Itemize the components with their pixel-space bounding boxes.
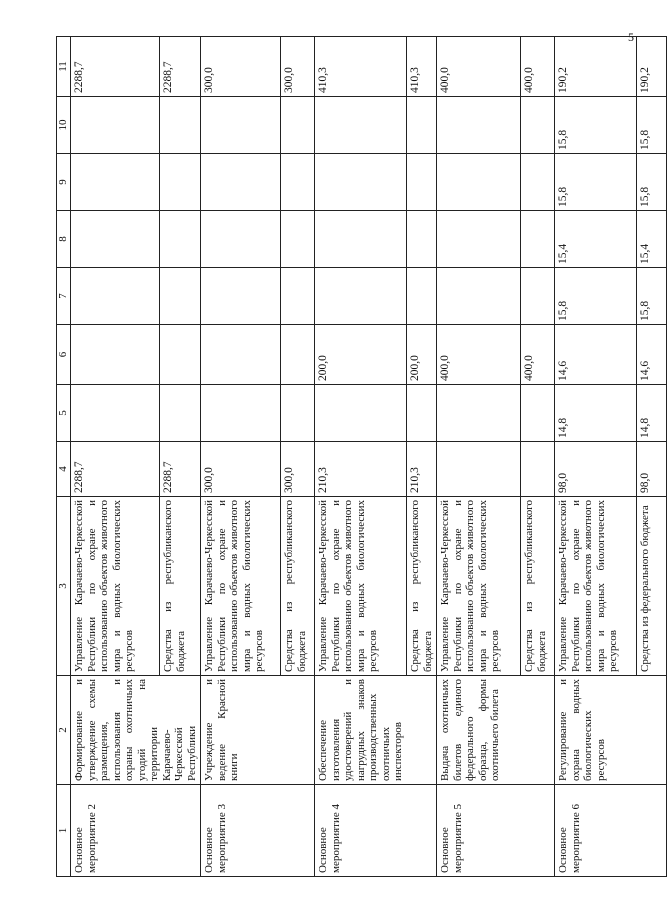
value-cell	[160, 385, 201, 442]
value-cell	[521, 211, 555, 268]
value-cell	[71, 154, 160, 211]
value-cell: 400,0	[437, 37, 521, 97]
value-cell: 15,4	[555, 211, 637, 268]
value-cell	[407, 154, 437, 211]
value-cell	[437, 154, 521, 211]
value-cell: 300,0	[201, 442, 281, 497]
value-cell	[315, 385, 407, 442]
value-cell	[201, 385, 281, 442]
value-cell: 14,6	[637, 325, 667, 385]
col-header: 7	[57, 268, 71, 325]
activity-cell: Выдача охотничьих билетов единого федерального образца, формы охотничьего билета	[437, 676, 555, 785]
col-header: 1	[57, 785, 71, 877]
funding-source-cell: Средства из республиканского бюджета	[407, 497, 437, 676]
value-cell	[201, 325, 281, 385]
value-cell	[521, 97, 555, 154]
executor-cell: Управление Карачаево-Черкесской Республики по охране и использованию объектов животного мира и водных биологических ресурсов	[71, 497, 160, 676]
col-header: 8	[57, 211, 71, 268]
value-cell	[521, 154, 555, 211]
value-cell	[71, 325, 160, 385]
value-cell: 14,8	[637, 385, 667, 442]
value-cell	[281, 211, 315, 268]
col-header: 3	[57, 497, 71, 676]
value-cell: 15,8	[555, 154, 637, 211]
col-header: 9	[57, 154, 71, 211]
value-cell	[160, 325, 201, 385]
funding-source-cell: Средства из федерального бюджета	[637, 497, 667, 676]
executor-cell: Управление Карачаево-Черкесской Республики по охране и использованию объектов животного мира и водных биологических ресурсов	[437, 497, 521, 676]
col-header: 10	[57, 97, 71, 154]
value-cell	[160, 97, 201, 154]
value-cell	[315, 268, 407, 325]
value-cell	[281, 97, 315, 154]
table-row	[315, 37, 407, 877]
value-cell	[201, 211, 281, 268]
value-cell	[160, 268, 201, 325]
value-cell: 15,8	[637, 154, 667, 211]
value-cell	[281, 154, 315, 211]
value-cell	[201, 268, 281, 325]
value-cell	[281, 268, 315, 325]
value-cell: 2288,7	[160, 37, 201, 97]
value-cell: 300,0	[201, 37, 281, 97]
value-cell	[71, 268, 160, 325]
table-body	[57, 37, 667, 877]
value-cell: 400,0	[521, 325, 555, 385]
value-cell	[437, 97, 521, 154]
executor-cell: Управление Карачаево-Черкесской Республики по охране и использованию объектов животного мира и водных биологических ресурсов	[201, 497, 281, 676]
value-cell: 14,8	[555, 385, 637, 442]
value-cell: 400,0	[437, 325, 521, 385]
col-header: 11	[57, 37, 71, 97]
value-cell: 300,0	[281, 442, 315, 497]
value-cell	[315, 97, 407, 154]
page-number: 5	[628, 30, 634, 44]
col-header: 6	[57, 325, 71, 385]
value-cell: 190,2	[637, 37, 667, 97]
value-cell	[201, 97, 281, 154]
value-cell: 98,0	[555, 442, 637, 497]
value-cell: 2288,7	[71, 37, 160, 97]
value-cell	[521, 268, 555, 325]
activity-cell: Обеспечение изготовления удостоверений и нагрудных знаков производственных охотничьих инспекторов	[315, 676, 437, 785]
header-row	[57, 37, 71, 877]
measure-cell: Основное мероприятие 3	[201, 785, 315, 877]
table-row	[555, 37, 637, 877]
value-cell: 210,3	[407, 442, 437, 497]
measure-cell: Основное мероприятие 6	[555, 785, 667, 877]
value-cell	[71, 385, 160, 442]
value-cell: 410,3	[315, 37, 407, 97]
table-row	[437, 37, 521, 877]
value-cell	[437, 385, 521, 442]
value-cell	[281, 325, 315, 385]
measure-cell: Основное мероприятие 2	[71, 785, 201, 877]
measure-cell: Основное мероприятие 5	[437, 785, 555, 877]
value-cell	[281, 385, 315, 442]
value-cell	[407, 211, 437, 268]
table-row	[71, 37, 160, 877]
value-cell: 400,0	[521, 37, 555, 97]
value-cell	[437, 268, 521, 325]
value-cell	[160, 154, 201, 211]
funding-source-cell: Средства из республиканского бюджета	[521, 497, 555, 676]
value-cell	[160, 211, 201, 268]
executor-cell: Управление Карачаево-Черкесской Республики по охране и использованию объектов животного мира и водных биологических ресурсов	[555, 497, 637, 676]
program-measures-table	[56, 36, 667, 877]
value-cell: 15,8	[637, 97, 667, 154]
value-cell: 15,8	[555, 97, 637, 154]
funding-source-cell: Средства из республиканского бюджета	[160, 497, 201, 676]
value-cell	[521, 385, 555, 442]
activity-cell: Учреждение и ведение Красной книги	[201, 676, 315, 785]
value-cell	[437, 442, 521, 497]
value-cell: 15,4	[637, 211, 667, 268]
value-cell	[71, 97, 160, 154]
value-cell: 2288,7	[160, 442, 201, 497]
value-cell: 190,2	[555, 37, 637, 97]
value-cell: 200,0	[315, 325, 407, 385]
value-cell: 210,3	[315, 442, 407, 497]
value-cell: 300,0	[281, 37, 315, 97]
value-cell	[437, 211, 521, 268]
rotated-table-container	[56, 37, 651, 877]
value-cell	[407, 385, 437, 442]
value-cell	[315, 154, 407, 211]
activity-cell: Регулирование и охрана водных биологических ресурсов	[555, 676, 667, 785]
value-cell: 98,0	[637, 442, 667, 497]
executor-cell: Управление Карачаево-Черкесской Республики по охране и использованию объектов животного мира и водных биологических ресурсов	[315, 497, 407, 676]
activity-cell: Формирование и утверждение схемы размещения, использования и охраны охотничьих угодий на территории Карачаево-Черкесской Республики	[71, 676, 201, 785]
value-cell	[521, 442, 555, 497]
value-cell: 200,0	[407, 325, 437, 385]
value-cell: 2288,7	[71, 442, 160, 497]
value-cell: 15,8	[555, 268, 637, 325]
value-cell	[71, 211, 160, 268]
table-row	[201, 37, 281, 877]
value-cell: 410,3	[407, 37, 437, 97]
col-header: 5	[57, 385, 71, 442]
funding-source-cell: Средства из республиканского бюджета	[281, 497, 315, 676]
value-cell: 14,6	[555, 325, 637, 385]
measure-cell: Основное мероприятие 4	[315, 785, 437, 877]
value-cell	[407, 268, 437, 325]
value-cell: 15,8	[637, 268, 667, 325]
value-cell	[201, 154, 281, 211]
col-header: 2	[57, 676, 71, 785]
value-cell	[315, 211, 407, 268]
value-cell	[407, 97, 437, 154]
col-header: 4	[57, 442, 71, 497]
